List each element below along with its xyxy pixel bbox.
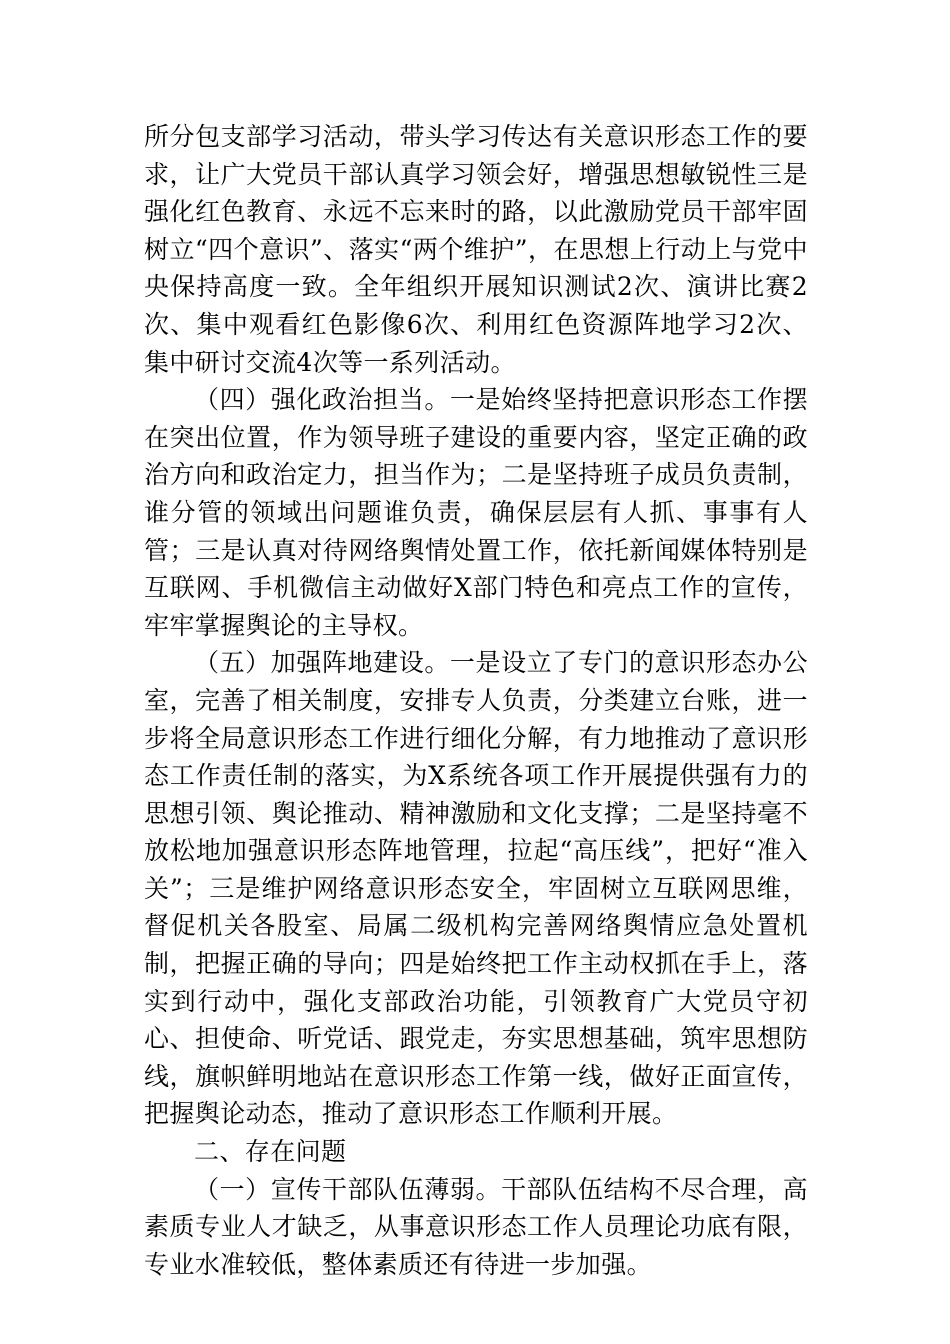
paragraph-problem-one: （一）宣传干部队伍薄弱。干部队伍结构不尽合理，高素质专业人才缺乏，从事意识形态工作人员理论功底有限，专业水准较低，整体素质还有待进一步加强。: [144, 1174, 808, 1279]
paragraph-continued: 所分包支部学习活动，带头学习传达有关意识形态工作的要求，让广大党员干部认真学习领会好，增强思想敏锐性三是强化红色教育、永远不忘来时的路，以此激励党员干部牢固树立“四个意识”、落实“两个维护”，在思想上行动上与党中央保持高度一致。全年组织开展知识测试2次、演讲比赛2次、集中观看红色影像6次、利用红色资源阵地学习2次、集中研讨交流4次等一系列活动。: [144, 122, 808, 377]
paragraph-section-four: （四）强化政治担当。一是始终坚持把意识形态工作摆在突出位置，作为领导班子建设的重要内容，坚定正确的政治方向和政治定力，担当作为；二是坚持班子成员负责制，谁分管的领域出问题谁负责，确保层层有人抓、事事有人管；三是认真对待网络舆情处置工作，依托新闻媒体特别是互联网、手机微信主动做好X部门特色和亮点工作的宣传，牢牢掌握舆论的主导权。: [144, 385, 808, 640]
section-heading-problems: 二、存在问题: [194, 1137, 347, 1167]
paragraph-section-five: （五）加强阵地建设。一是设立了专门的意识形态办公室，完善了相关制度，安排专人负责，分类建立台账，进一步将全局意识形态工作进行细化分解，有力地推动了意识形态工作责任制的落实，为X系统各项工作开展提供强有力的思想引领、舆论推动、精神激励和文化支撑；二是坚持毫不放松地加强意识形态阵地管理，拉起“高压线”，把好“准入关”；三是维护网络意识形态安全，牢固树立互联网思维，督促机关各股室、局属二级机构完善网络舆情应急处置机制，把握正确的导向；四是始终把工作主动权抓在手上，落实到行动中，强化支部政治功能，引领教育广大党员守初心、担使命、听党话、跟党走，夯实思想基础，筑牢思想防线，旗帜鲜明地站在意识形态工作第一线，做好正面宣传，把握舆论动态，推动了意识形态工作顺利开展。: [144, 648, 808, 1129]
document-page: [144, 118, 808, 1283]
